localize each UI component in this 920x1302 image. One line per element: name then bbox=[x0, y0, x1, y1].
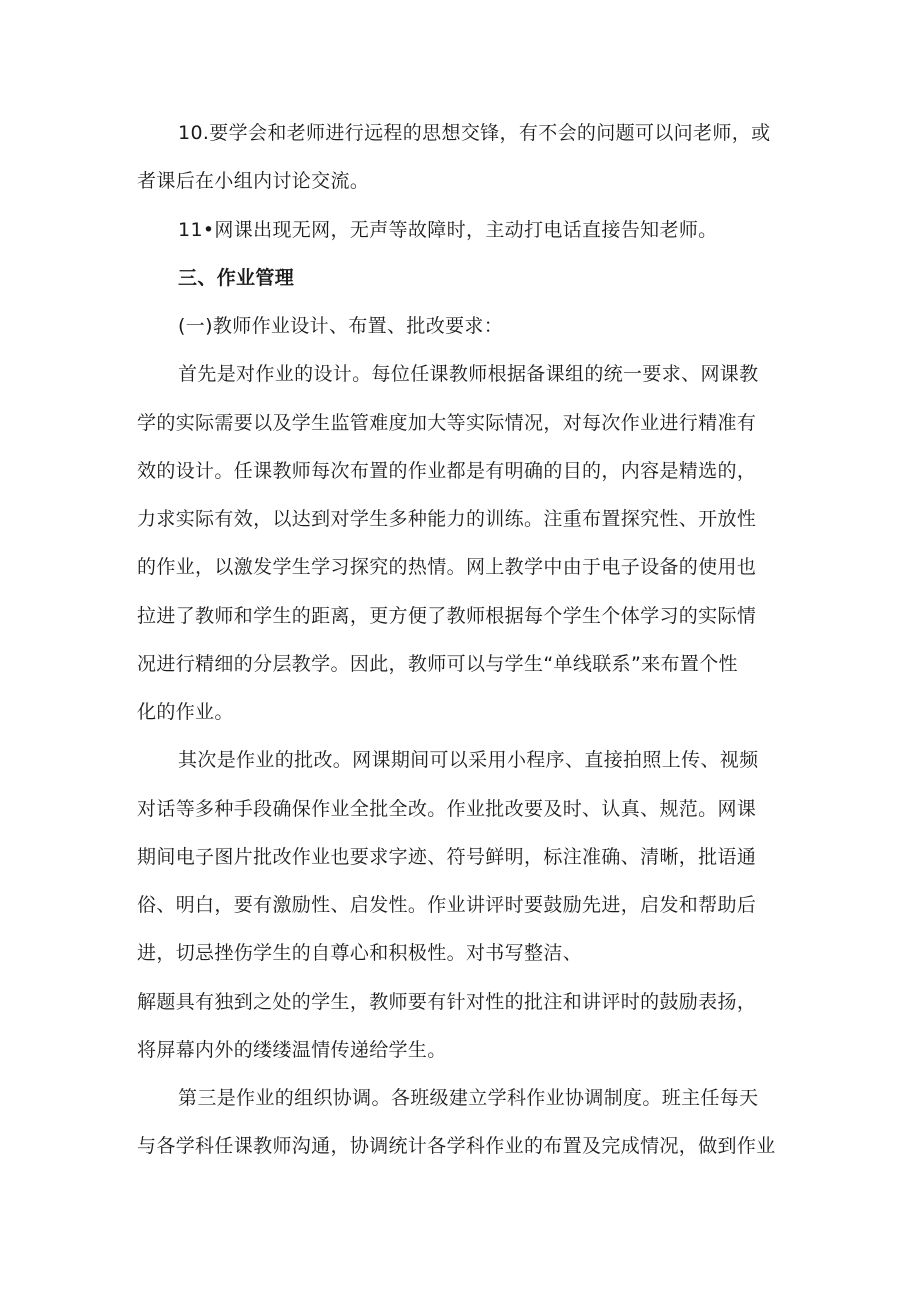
text-line: 解题具有独到之处的学生，教师要有针对性的批注和讲评时的鼓励表扬， bbox=[137, 991, 757, 1013]
text-line: 第三是作业的组织协调。各班级建立学科作业协调制度。班主任每天 bbox=[178, 1087, 759, 1109]
text-line: 的作业，以激发学生学习探究的热情。网上教学中由于电子设备的使用也 bbox=[137, 556, 757, 578]
text-line: 与各学科任课教师沟通，协调统计各学科作业的布置及完成情况，做到作业 bbox=[137, 1135, 776, 1157]
text-line: 首先是对作业的设计。每位任课教师根据备课组的统一要求、网课教 bbox=[178, 363, 759, 385]
text-line: 学的实际需要以及学生监管难度加大等实际情况，对每次作业进行精准有 bbox=[137, 412, 757, 434]
text-line: 力求实际有效，以达到对学生多种能力的训练。注重布置探究性、开放性 bbox=[137, 508, 757, 530]
text-line: 期间电子图片批改作业也要求字迹、符号鲜明，标注准确、清晰，批语通 bbox=[137, 846, 757, 868]
subsection-heading: (一)教师作业设计、布置、批改要求： bbox=[178, 315, 504, 337]
text-line: 10.要学会和老师进行远程的思想交锋，有不会的问题可以问老师，或 bbox=[178, 122, 771, 144]
text-line: 11•网课出现无网，无声等故障时，主动打电话直接告知老师。 bbox=[178, 219, 718, 241]
text-line: 者课后在小组内讨论交流。 bbox=[137, 170, 370, 192]
text-line: 俗、明白，要有激励性、启发性。作业讲评时要鼓励先进，启发和帮助后 bbox=[137, 894, 757, 916]
text-line: 效的设计。任课教师每次布置的作业都是有明确的目的，内容是精选的， bbox=[137, 460, 757, 482]
section-heading: 三、作业管理 bbox=[178, 267, 295, 289]
text-line: 将屏幕内外的缕缕温情传递给学生。 bbox=[137, 1039, 447, 1061]
text-line: 对话等多种手段确保作业全批全改。作业批改要及时、认真、规范。网课 bbox=[137, 798, 757, 820]
text-line: 拉进了教师和学生的距离，更方便了教师根据每个学生个体学习的实际情 bbox=[137, 605, 757, 627]
text-line: 化的作业。 bbox=[137, 701, 234, 723]
text-line: 况进行精细的分层教学。因此，教师可以与学生“单线联系”来布置个性 bbox=[137, 653, 738, 675]
text-line: 其次是作业的批改。网课期间可以采用小程序、直接拍照上传、视频 bbox=[178, 749, 759, 771]
text-line: 进，切忌挫伤学生的自尊心和积极性。对书写整洁、 bbox=[137, 942, 583, 964]
